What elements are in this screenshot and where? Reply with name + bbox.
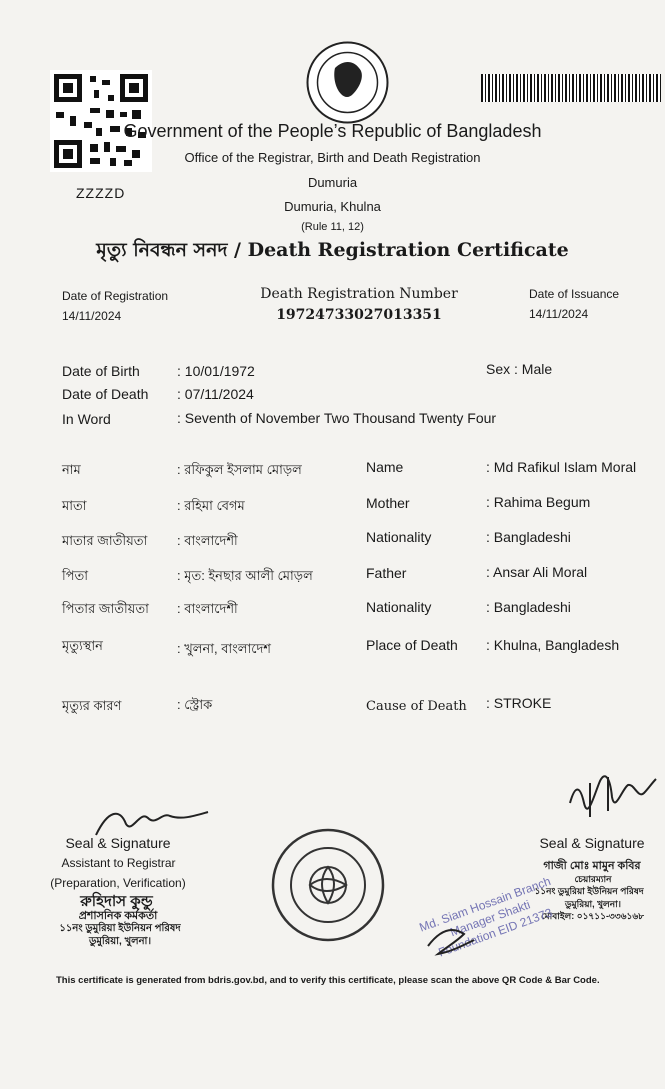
bangla-name-value: : রফিকুল ইসলাম মোড়ল <box>177 462 302 477</box>
bangla-father-nationality-label: পিতার জাতীয়তা <box>62 601 149 616</box>
bangla-father-nationality-value: : বাংলাদেশী <box>177 601 238 616</box>
registration-number-value: 19724733027013351 <box>276 307 442 323</box>
office-address: Dumuria, Khulna <box>284 199 381 214</box>
government-seal <box>305 40 390 125</box>
rule-reference: (Rule 11, 12) <box>301 221 364 233</box>
government-title: Government of the People’s Republic of Bangladesh <box>123 121 542 141</box>
barcode <box>481 74 661 102</box>
bangla-mother-nationality-value: : বাংলাদেশী <box>177 533 238 548</box>
assistant-designation: প্রশাসনিক কর্মকর্তা <box>78 910 158 922</box>
office-title: Office of the Registrar, Birth and Death Registration <box>184 150 481 165</box>
left-seal-title: Seal & Signature <box>65 835 171 851</box>
mother-label: Mother <box>366 495 410 511</box>
date-of-death-label: Date of Death <box>62 386 149 402</box>
name-value: : Md Rafikul Islam Moral <box>486 459 637 475</box>
branch-stamp-text: Md. Siam Hossain Branch Manager Shakti Foundation EID 21373 <box>417 873 555 960</box>
assistant-name: রুহিদাস কুন্ডু <box>80 893 153 910</box>
in-word-value: : Seventh of November Two Thousand Twenty Four <box>177 410 497 426</box>
sex-value: Sex : Male <box>486 361 553 377</box>
place-of-death-label: Place of Death <box>366 637 458 653</box>
date-of-birth-label: Date of Birth <box>62 363 140 379</box>
father-nationality-value: : Bangladeshi <box>486 599 571 615</box>
verification-signature <box>420 918 480 963</box>
assistant-role: Assistant to Registrar <box>61 856 176 870</box>
date-of-birth-value: : 10/01/1972 <box>177 363 255 379</box>
in-word-label: In Word <box>62 411 111 427</box>
date-of-issuance-label: Date of Issuance <box>529 287 620 301</box>
right-seal-title: Seal & Signature <box>539 835 645 851</box>
assistant-place: ডুমুরিয়া, খুলনা। <box>88 936 152 947</box>
bangla-name-label: নাম <box>62 462 81 477</box>
date-of-death-value: : 07/11/2024 <box>177 386 254 402</box>
place-of-death-value: : Khulna, Bangladesh <box>486 637 620 653</box>
certificate-footer: This certificate is generated from bdris.gov.bd, and to verify this certificate, please scan the above QR Code & Bar Code. <box>56 975 600 986</box>
mother-nationality-value: : Bangladeshi <box>486 529 571 545</box>
father-value: : Ansar Ali Moral <box>486 564 588 580</box>
date-of-registration-label: Date of Registration <box>62 289 169 303</box>
bangla-cause-of-death-label: মৃত্যুর কারণ <box>62 698 122 713</box>
right-signature <box>560 765 660 825</box>
father-nationality-label: Nationality <box>366 599 432 615</box>
bangla-place-of-death-label: মৃত্যুস্থান <box>62 638 103 653</box>
union-parishad-seal <box>268 825 388 945</box>
office-place: Dumuria <box>307 175 358 190</box>
qr-code-label: ZZZZD <box>76 185 126 201</box>
bangla-mother-label: মাতা <box>62 498 87 513</box>
chairman-mobile: মোবাইল: ০১৭১১-৩৩৬১৬৮ <box>540 911 645 921</box>
father-label: Father <box>366 565 407 581</box>
bangla-mother-nationality-label: মাতার জাতীয়তা <box>62 533 148 548</box>
name-label: Name <box>366 459 404 475</box>
bangla-cause-of-death-value: : স্ট্রোক <box>177 697 213 712</box>
date-of-registration-value: 14/11/2024 <box>62 309 122 323</box>
bangla-father-value: : মৃত: ইনছার আলী মোড়ল <box>177 568 313 583</box>
chairman-place: ডুমুরিয়া, খুলনা। <box>565 899 621 909</box>
bangla-father-label: পিতা <box>62 568 89 583</box>
bangla-place-of-death-value: : খুলনা, বাংলাদেশ <box>177 641 272 656</box>
chairman-designation: চেয়ারম্যান <box>574 874 612 884</box>
mother-nationality-label: Nationality <box>366 529 432 545</box>
registration-number-label: Death Registration Number <box>260 286 458 302</box>
cause-of-death-value: : STROKE <box>486 695 552 711</box>
assistant-office: ১১নং ডুমুরিয়া ইউনিয়ন পরিষদ <box>59 923 181 934</box>
chairman-office: ১১নং ডুমুরিয়া ইউনিয়ন পরিষদ <box>534 886 644 896</box>
assistant-note: (Preparation, Verification) <box>50 876 186 890</box>
bangla-mother-value: : রহিমা বেগম <box>177 498 245 513</box>
mother-value: : Rahima Begum <box>486 494 591 510</box>
date-of-issuance-value: 14/11/2024 <box>529 307 589 321</box>
cause-of-death-label: Cause of Death <box>366 699 467 714</box>
chairman-name: গাজী মোঃ মামুন কবির <box>543 860 641 872</box>
certificate-title: মৃত্যু নিবন্ধন সনদ / Death Registration Certificate <box>96 239 569 261</box>
